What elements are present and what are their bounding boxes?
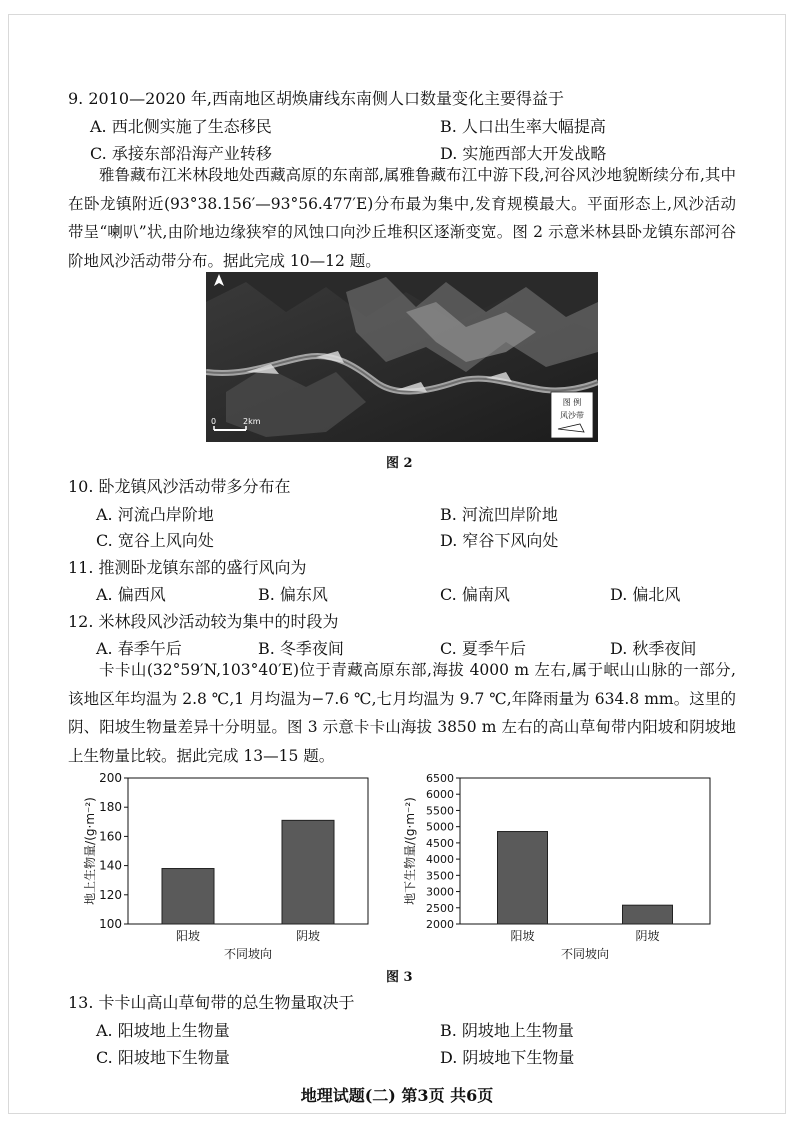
q9-option-a: A. 西北侧实施了生态移民 xyxy=(90,117,272,136)
scale-label: 2km xyxy=(243,417,261,426)
q10-option-c: C. 宽谷上风向处 xyxy=(96,531,214,550)
x-tick-label: 阴坡 xyxy=(295,929,321,943)
y-tick-label: 5500 xyxy=(426,804,454,818)
y-tick-label: 200 xyxy=(99,771,122,785)
y-tick-label: 2000 xyxy=(426,918,454,931)
y-tick-label: 4000 xyxy=(426,853,454,867)
x-tick-label: 阴坡 xyxy=(635,929,660,943)
y-tick-label: 100 xyxy=(99,917,122,931)
q10-option-b: B. 河流凹岸阶地 xyxy=(440,505,558,524)
y-tick-label: 120 xyxy=(99,887,122,902)
figure2-image xyxy=(206,272,598,442)
legend-item: 风沙带 xyxy=(560,411,584,420)
page-footer: 地理试题(二) 第3页 共6页 xyxy=(300,1086,494,1105)
legend-title: 图 例 xyxy=(562,398,582,407)
q11-option-c: C. 偏南风 xyxy=(440,585,510,604)
q10-stem: 10. 卧龙镇风沙活动带多分布在 xyxy=(68,477,291,496)
figure3-caption: 图 3 xyxy=(386,970,413,985)
q10-option-d: D. 窄谷下风向处 xyxy=(440,531,559,550)
y-tick-label: 160 xyxy=(99,829,122,844)
x-axis-title: 不同坡向 xyxy=(560,947,610,961)
bar-阴坡 xyxy=(623,905,673,924)
q12-option-a: A. 春季午后 xyxy=(96,639,182,658)
q10-option-a: A. 河流凸岸阶地 xyxy=(96,505,214,524)
y-tick-label: 6500 xyxy=(426,772,454,785)
y-tick-label: 180 xyxy=(99,800,122,815)
q12-option-b: B. 冬季夜间 xyxy=(258,639,344,658)
figure2-caption: 图 2 xyxy=(386,456,413,471)
y-tick-label: 5000 xyxy=(426,820,454,834)
y-tick-label: 140 xyxy=(99,858,122,873)
q12-option-c: C. 夏季午后 xyxy=(440,639,526,658)
q12-option-d: D. 秋季夜间 xyxy=(610,639,697,658)
q13-option-b: B. 阴坡地上生物量 xyxy=(440,1021,574,1040)
q9-option-d: D. 实施西部大开发战略 xyxy=(440,144,607,163)
q13-option-a: A. 阳坡地上生物量 xyxy=(96,1021,230,1040)
y-tick-label: 6000 xyxy=(426,788,454,802)
q9-option-c: C. 承接东部沿海产业转移 xyxy=(90,144,272,163)
q11-option-d: D. 偏北风 xyxy=(610,585,681,604)
x-tick-label: 阳坡 xyxy=(510,929,535,943)
q11-option-b: B. 偏东风 xyxy=(258,585,328,604)
y-axis-title: 地下生物量/(g·m⁻²) xyxy=(403,797,417,905)
scale-zero: 0 xyxy=(211,417,217,426)
passage-1: 雅鲁藏布江米林段地处西藏高原的东南部,属雅鲁藏布江中游下段,河谷风沙地貌断续分布,其中在卧龙镇附近(93°38.156′—93°56.477′E)分布最为集中,发育规模最大。平面形态上,风沙活动带呈“喇叭”状,由阶地边缘狭窄的风蚀口向沙丘堆积区逐渐变宽。图 2 示意米林县卧龙镇东部河谷阶地风沙活动带分布。据此完成 10—12 题。 xyxy=(68,166,736,270)
passage-2: 卡卡山(32°59′N,103°40′E)位于青藏高原东部,海拔 4000 m 左右,属于岷山山脉的一部分,该地区年均温为 2.8 ℃,1 月均温为−7.6 ℃,七月均温为 9.7 ℃,年降雨量为 634.8 mm。这里的阴、阳坡生物量差异十分明显。图 3 示意卡卡山海拔 3850 m 左右的高山草甸带内阳坡和阴坡地上生物量比较。据此完成 13—15 题。 xyxy=(68,661,736,765)
x-axis-title: 不同坡向 xyxy=(223,947,273,961)
x-tick-label: 阳坡 xyxy=(175,929,201,943)
q12-stem: 12. 米林段风沙活动较为集中的时段为 xyxy=(68,612,339,631)
q13-option-d: D. 阴坡地下生物量 xyxy=(440,1048,575,1067)
y-tick-label: 4500 xyxy=(426,836,454,850)
bar-阴坡 xyxy=(282,820,334,924)
bar-阳坡 xyxy=(498,832,548,924)
q9-option-b: B. 人口出生率大幅提高 xyxy=(440,117,606,136)
y-tick-label: 3500 xyxy=(426,869,454,883)
q11-option-a: A. 偏西风 xyxy=(96,585,166,604)
y-tick-label: 2500 xyxy=(426,901,454,915)
chart-belowground-biomass xyxy=(402,768,722,970)
q9-stem: 9. 2010—2020 年,西南地区胡焕庸线东南侧人口数量变化主要得益于 xyxy=(68,89,564,108)
chart-aboveground-biomass xyxy=(80,768,390,970)
q13-option-c: C. 阳坡地下生物量 xyxy=(96,1048,230,1067)
y-tick-label: 3000 xyxy=(426,885,454,899)
q13-stem: 13. 卡卡山高山草甸带的总生物量取决于 xyxy=(68,993,355,1012)
y-axis-title: 地上生物量/(g·m⁻²) xyxy=(83,797,97,905)
bar-阳坡 xyxy=(162,869,214,924)
q11-stem: 11. 推测卧龙镇东部的盛行风向为 xyxy=(68,558,307,577)
